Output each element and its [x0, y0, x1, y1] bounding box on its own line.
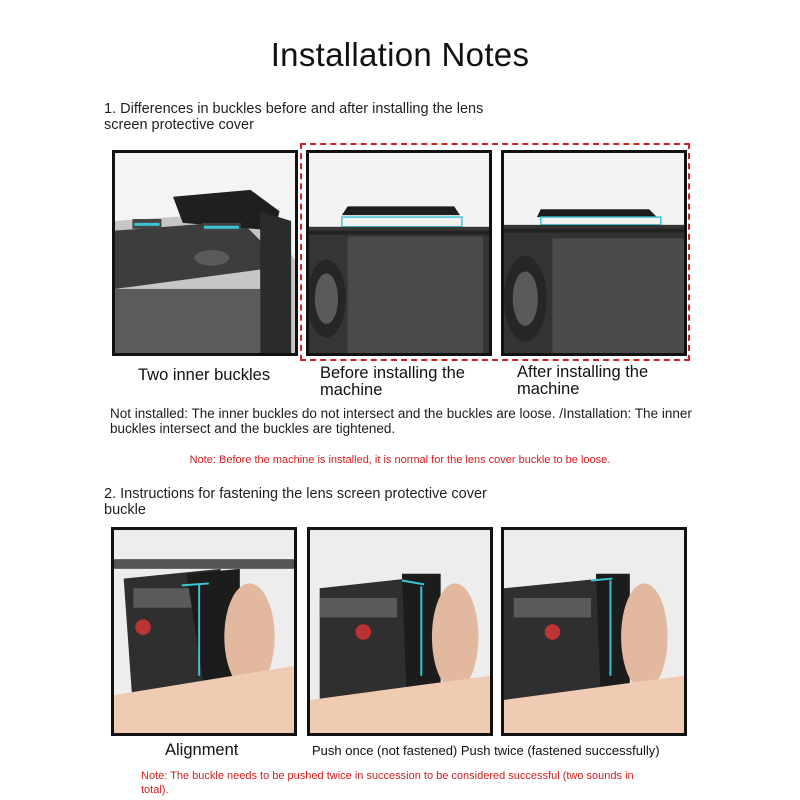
section-1-heading: 1. Differences in buckles before and after installing the lens screen protective cover — [104, 101, 484, 133]
photo-alignment — [111, 527, 297, 736]
highlight-dashed-box — [300, 143, 690, 361]
photo-push-once — [307, 527, 493, 736]
caption-push-steps: Push once (not fastened) Push twice (fastened successfully) — [312, 743, 660, 758]
caption-before-installing: Before installing the machine — [320, 364, 465, 399]
photo-inner-buckles — [112, 150, 298, 356]
note-push-twice: Note: The buckle needs to be pushed twice in succession to be considered successful (two sounds in total). — [141, 770, 634, 796]
photo-push-twice — [501, 527, 687, 736]
caption-alignment: Alignment — [165, 741, 239, 759]
caption-after-installing: After installing the machine — [517, 363, 649, 398]
caption-two-inner-buckles: Two inner buckles — [138, 366, 271, 384]
page-title: Installation Notes — [270, 36, 530, 73]
section-2-heading: 2. Instructions for fastening the lens screen protective cover buckle — [104, 486, 487, 518]
explanation-text: Not installed: The inner buckles do not intersect and the buckles are loose. /Installation: The inner buckles intersect and the buckles are tightened. — [110, 406, 692, 436]
note-before-install: Note: Before the machine is installed, it is normal for the lens cover buckle to be loose. — [189, 454, 611, 466]
